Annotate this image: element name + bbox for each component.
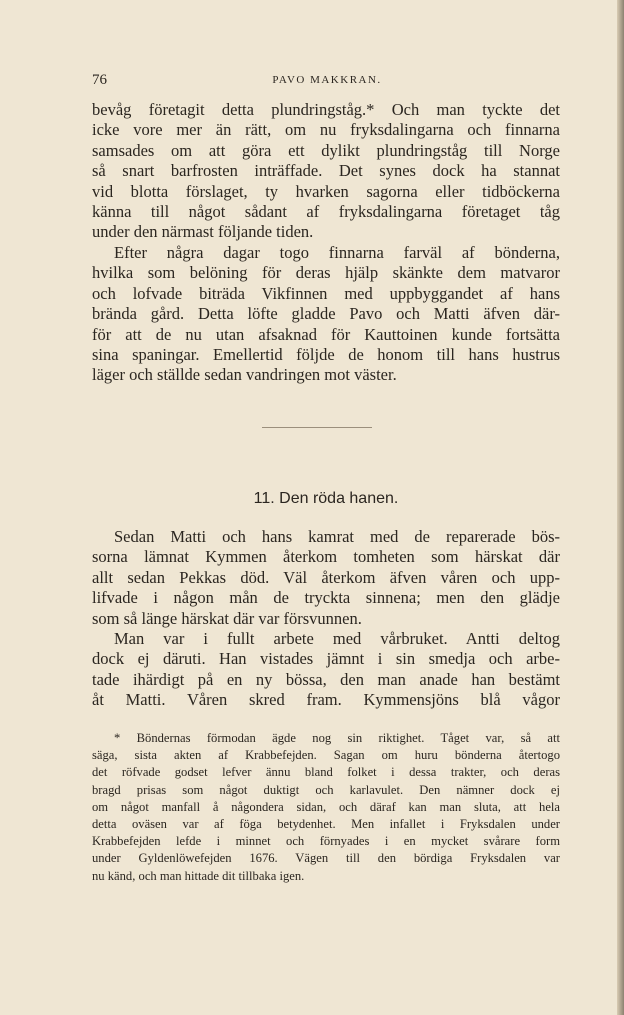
text-line: Efter några dagar togo finnarna farväl af bönderna, bbox=[114, 243, 560, 262]
text-line: för att de nu utan afsaknad för Kauttoinen kunde fortsätta bbox=[92, 324, 560, 344]
text-line: läger och ställde sedan vandringen mot väster. bbox=[92, 365, 397, 385]
footnote-line: bragd prisas som något duktigt och karlavulet. Den nämner dock ej bbox=[92, 782, 560, 797]
text-line: åt Matti. Våren skred fram. Kymmensjöns blå vågor bbox=[92, 690, 560, 710]
paragraph-4 bbox=[92, 629, 560, 711]
text-line: sorna lämnat Kymmen återkom tomheten som härskat där bbox=[92, 547, 560, 567]
page-number: 76 bbox=[92, 72, 107, 88]
running-title: PAVO MAKKRAN. bbox=[272, 74, 382, 86]
paragraph-3 bbox=[92, 527, 560, 629]
footnote-line: nu känd, och man hittade dit tillbaka igen. bbox=[92, 868, 305, 883]
footnote-line: säga, sista akten af Krabbefejden. Sagan om huru bönderna återtogo bbox=[92, 748, 560, 763]
footnote-line: om något manfall å någondera sidan, och däraf kan man sluta, att hela bbox=[92, 799, 560, 814]
footnote-line: det röfvade godset lefver ännu bland folket i dessa trakter, och deras bbox=[92, 765, 560, 780]
section-divider bbox=[262, 427, 372, 428]
text-line: vid blotta förslaget, ty hvarken sagorna eller tidböckerna bbox=[92, 181, 560, 201]
footnote-line: Krabbefejden lefde i minnet och förnyades i en mycket svårare form bbox=[92, 834, 560, 849]
text-line: så snart barfrosten inträffade. Det synes dock ha stannat bbox=[92, 161, 560, 181]
text-line: samsades om att göra ett dylikt plundringståg till Norge bbox=[92, 140, 560, 160]
footnote-line: under Gyldenlöwefejden 1676. Vägen till den bördiga Fryksdalen var bbox=[92, 851, 560, 866]
paragraph-2 bbox=[92, 243, 560, 386]
text-line: och lofvade biträda Vikfinnen med uppbyggandet af hans bbox=[92, 283, 560, 303]
text-line: lifvade i någon mån de tryckta sinnena; men den glädje bbox=[92, 588, 560, 608]
text-line: känna till något sådant af fryksdalingarna företaget tåg bbox=[92, 201, 560, 221]
page-edge-shadow bbox=[617, 0, 624, 1015]
footnote-line: * Böndernas förmodan ägde nog sin riktighet. Tåget var, så att bbox=[114, 731, 560, 745]
text-line: sina spaningar. Emellertid följde de honom till hans hustrus bbox=[92, 344, 560, 364]
text-line: Sedan Matti och hans kamrat med de reparerade bös- bbox=[114, 527, 560, 546]
text-line: Man var i fullt arbete med vårbruket. Antti deltog bbox=[114, 629, 560, 648]
text-line: hvilka som belöning för deras hjälp skänkte dem matvaror bbox=[92, 263, 560, 283]
running-header bbox=[92, 72, 562, 92]
footnote-line: detta oväsen var af föga betydenhet. Men infallet i Fryksdalen under bbox=[92, 816, 560, 831]
chapter-heading: 11. Den röda hanen. bbox=[253, 490, 399, 507]
text-line: som så länge härskat där var försvunnen. bbox=[92, 608, 362, 628]
text-line: brända gård. Detta löfte gladde Pavo och Matti äfven där- bbox=[92, 304, 560, 324]
text-line: dock ej däruti. Han vistades jämnt i sin smedja och arbe- bbox=[92, 649, 560, 669]
text-line: allt sedan Pekkas död. Väl återkom äfven våren och upp- bbox=[92, 567, 560, 587]
text-line: tade ihärdigt på en ny bössa, den man anade han bestämt bbox=[92, 669, 560, 689]
text-line: bevåg företagit detta plundringståg.* Och man tyckte det bbox=[92, 100, 560, 119]
text-line: icke vore mer än rätt, om nu fryksdalingarna och finnarna bbox=[92, 120, 560, 140]
footnote bbox=[92, 730, 560, 885]
text-line: under den närmast följande tiden. bbox=[92, 222, 314, 242]
paragraph-1 bbox=[92, 100, 560, 243]
